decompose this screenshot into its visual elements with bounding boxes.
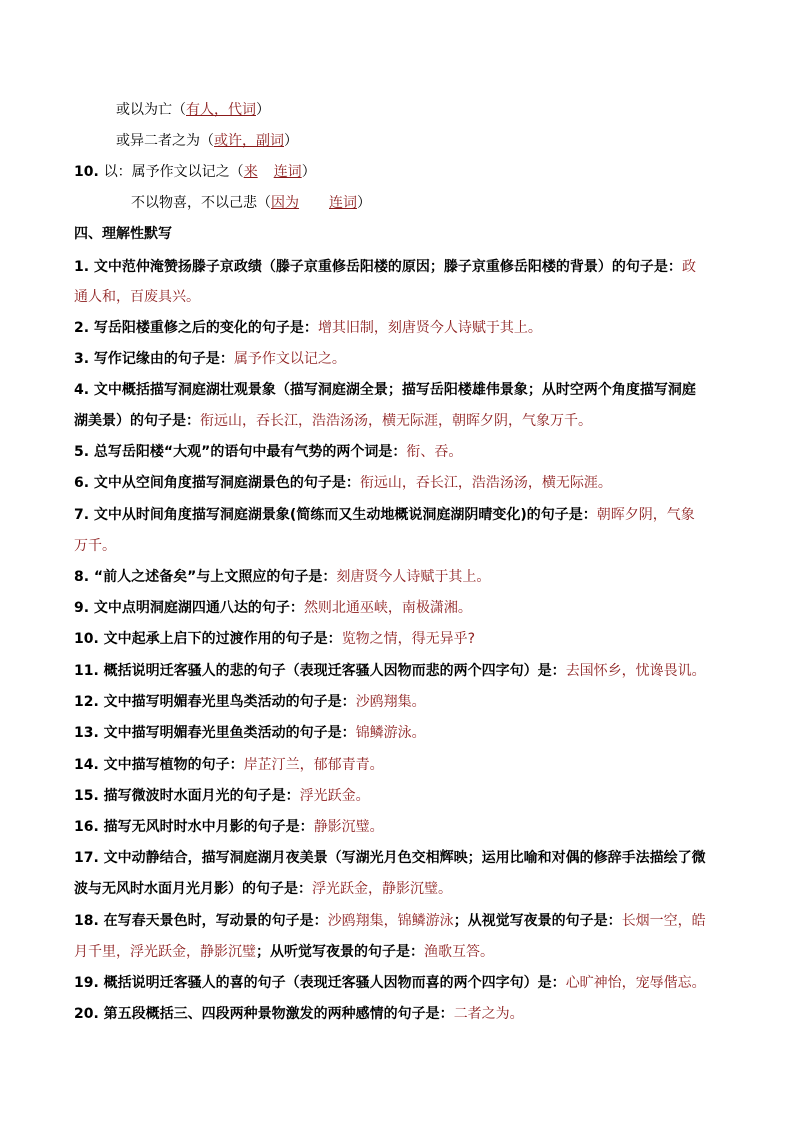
item-5: 5. 总写岳阳楼“大观”的语句中最有气势的两个词是：衔、吞。 xyxy=(74,444,463,460)
item-14: 14. 文中描写植物的句子：岸芷汀兰，郁郁青青。 xyxy=(74,757,384,773)
item-20: 20. 第五段概括三、四段两种景物激发的两种感情的句子是：二者之为。 xyxy=(74,1006,524,1022)
item-2: 2. 写岳阳楼重修之后的变化的句子是：增其旧制，刻唐贤今人诗赋于其上。 xyxy=(74,320,542,336)
item-1-cont: 通人和，百废具兴。 xyxy=(74,289,200,305)
item-18: 18. 在写春天景色时，写动景的句子是：沙鸥翔集，锦鳞游泳；从视觉写夜景的句子是：长烟一空，皓 xyxy=(74,913,706,929)
vocab-answer: 因为 xyxy=(271,195,299,211)
vocab-answer: 或许，副词 xyxy=(214,133,284,149)
vocab-answer: 有人，代词 xyxy=(186,102,256,118)
vocab-answer: 连词 xyxy=(329,195,357,211)
vocab-line: 或以为亡（有人，代词） xyxy=(116,102,270,118)
item-4-cont: 湖美景）的句子是：衔远山，吞长江，浩浩汤汤，横无际涯，朝晖夕阴，气象万千。 xyxy=(74,413,592,429)
item-11: 11. 概括说明迁客骚人的悲的句子（表现迁客骚人因物而悲的两个四字句）是：去国怀乡，忧谗畏讥。 xyxy=(74,663,706,679)
item-3: 3. 写作记缘由的句子是：属予作文以记之。 xyxy=(74,351,346,367)
item-16: 16. 描写无风时时水中月影的句子是：静影沉璧。 xyxy=(74,819,384,835)
item-19: 19. 概括说明迁客骚人的喜的句子（表现迁客骚人因物而喜的两个四字句）是：心旷神怡，宠辱偕忘。 xyxy=(74,975,706,991)
section-heading: 四、理解性默写 xyxy=(74,226,172,242)
item-1: 1. 文中范仲淹赞扬滕子京政绩（滕子京重修岳阳楼的原因；滕子京重修岳阳楼的背景）的句子是：政 xyxy=(74,259,696,275)
item-7-cont: 万千。 xyxy=(74,538,116,554)
vocab-line: 或异二者之为（或许，副词） xyxy=(116,133,298,149)
item-8: 8. “前人之述备矣”与上文照应的句子是：刻唐贤今人诗赋于其上。 xyxy=(74,569,491,585)
item-9: 9. 文中点明洞庭湖四通八达的句子：然则北通巫峡，南极潇湘。 xyxy=(74,600,472,616)
item-4: 4. 文中概括描写洞庭湖壮观景象（描写洞庭湖全景；描写岳阳楼雄伟景象；从时空两个角度描写洞庭 xyxy=(74,382,696,398)
item-15: 15. 描写微波时水面月光的句子是：浮光跃金。 xyxy=(74,788,370,804)
item-10: 10. 文中起承上启下的过渡作用的句子是：览物之情，得无异乎? xyxy=(74,631,476,647)
vocab-line: 不以物喜，不以己悲（因为 连词） xyxy=(131,195,371,211)
vocab-answer: 来 xyxy=(243,164,258,180)
item-17-cont: 波与无风时水面月光月影）的句子是：浮光跃金，静影沉璧。 xyxy=(74,881,452,897)
item-6: 6. 文中从空间角度描写洞庭湖景色的句子是：衔远山，吞长江，浩浩汤汤，横无际涯。 xyxy=(74,475,612,491)
item-18-cont: 月千里，浮光跃金，静影沉璧；从听觉写夜景的句子是：渔歌互答。 xyxy=(74,944,494,960)
vocab-answer: 连词 xyxy=(273,164,302,180)
item-12: 12. 文中描写明媚春光里鸟类活动的句子是：沙鸥翔集。 xyxy=(74,694,426,710)
item-13: 13. 文中描写明媚春光里鱼类活动的句子是：锦鳞游泳。 xyxy=(74,725,426,741)
item-7: 7. 文中从时间角度描写洞庭湖景象(简练而又生动地概说洞庭湖阴晴变化)的句子是：朝晖夕阴，气象 xyxy=(74,507,695,523)
vocab-line: 10. 以：属予作文以记之（来 连词） xyxy=(74,164,316,180)
item-17: 17. 文中动静结合，描写洞庭湖月夜美景（写湖光月色交相辉映；运用比喻和对偶的修辞手法描绘了微 xyxy=(74,850,706,866)
